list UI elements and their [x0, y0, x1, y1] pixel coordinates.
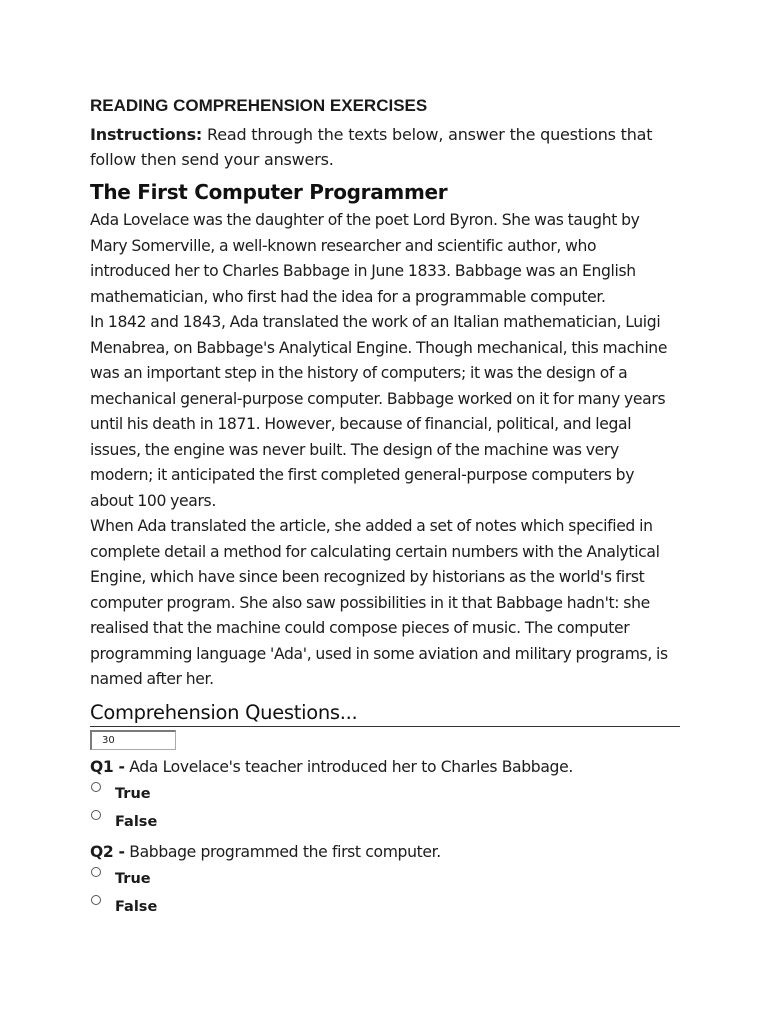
question-2-prompt: Babbage programmed the first computer.: [124, 842, 441, 861]
instructions-text: Read through the texts below, answer the questions that follow then send your answers.: [90, 125, 653, 169]
comprehension-questions-heading: Comprehension Questions...: [90, 700, 680, 727]
option-label: False: [115, 813, 158, 830]
question-2-option-false[interactable]: [90, 892, 680, 920]
option-label: True: [115, 870, 151, 887]
question-1-prompt: Ada Lovelace's teacher introduced her to Charles Babbage.: [124, 757, 573, 776]
question-1-number: Q1 -: [90, 757, 125, 776]
question-2-number: Q2 -: [90, 842, 125, 861]
question-2-option-true[interactable]: [90, 864, 680, 892]
question-2: [90, 840, 680, 920]
question-1-option-false[interactable]: [90, 807, 680, 835]
question-1-text: [90, 755, 680, 779]
option-label: True: [115, 785, 151, 802]
instructions-label: Instructions:: [90, 125, 203, 144]
radio-button[interactable]: [91, 782, 101, 792]
article-title: The First Computer Programmer: [90, 180, 448, 204]
article-paragraph-2: In 1842 and 1843, Ada translated the work of an Italian mathematician, Luigi Menabrea, on Babbage's Analytical Engine. Though mechanical, this machine was an important step in the history of computers; it was the design of a mechanical general-purpose computer. Babbage worked on it for many years until his death in 1871. However, because of financial, political, and legal issues, the engine was never built. The design of the machine was very modern; it anticipated the first completed general-purpose computers by about 100 years.: [90, 313, 668, 510]
radio-button[interactable]: [91, 895, 101, 905]
radio-button[interactable]: [91, 867, 101, 877]
radio-button[interactable]: [91, 810, 101, 820]
question-2-text: [90, 840, 680, 864]
worksheet-content: [90, 94, 680, 920]
article-paragraph-1: Ada Lovelace was the daughter of the poet Lord Byron. She was taught by Mary Somerville, a well-known researcher and scientific author, who introduced her to Charles Babbage in June 1833. Babbage was an English mathematician, who first had the idea for a programmable computer.: [90, 211, 640, 306]
question-1: [90, 755, 680, 835]
instructions: [90, 122, 680, 172]
question-1-option-true[interactable]: [90, 779, 680, 807]
option-label: False: [115, 898, 158, 915]
article-paragraph-3: When Ada translated the article, she added a set of notes which specified in complete detail a method for calculating certain numbers with the Analytical Engine, which have since been recognized by historians as the world's first computer program. She also saw possibilities in it that Babbage hadn't: she realised that the machine could compose pieces of music. The computer programming language 'Ada', used in some aviation and military programs, is named after her.: [90, 517, 668, 688]
score-field[interactable]: 30: [90, 730, 176, 750]
worksheet-title: READING COMPREHENSION EXERCISES: [90, 96, 428, 115]
